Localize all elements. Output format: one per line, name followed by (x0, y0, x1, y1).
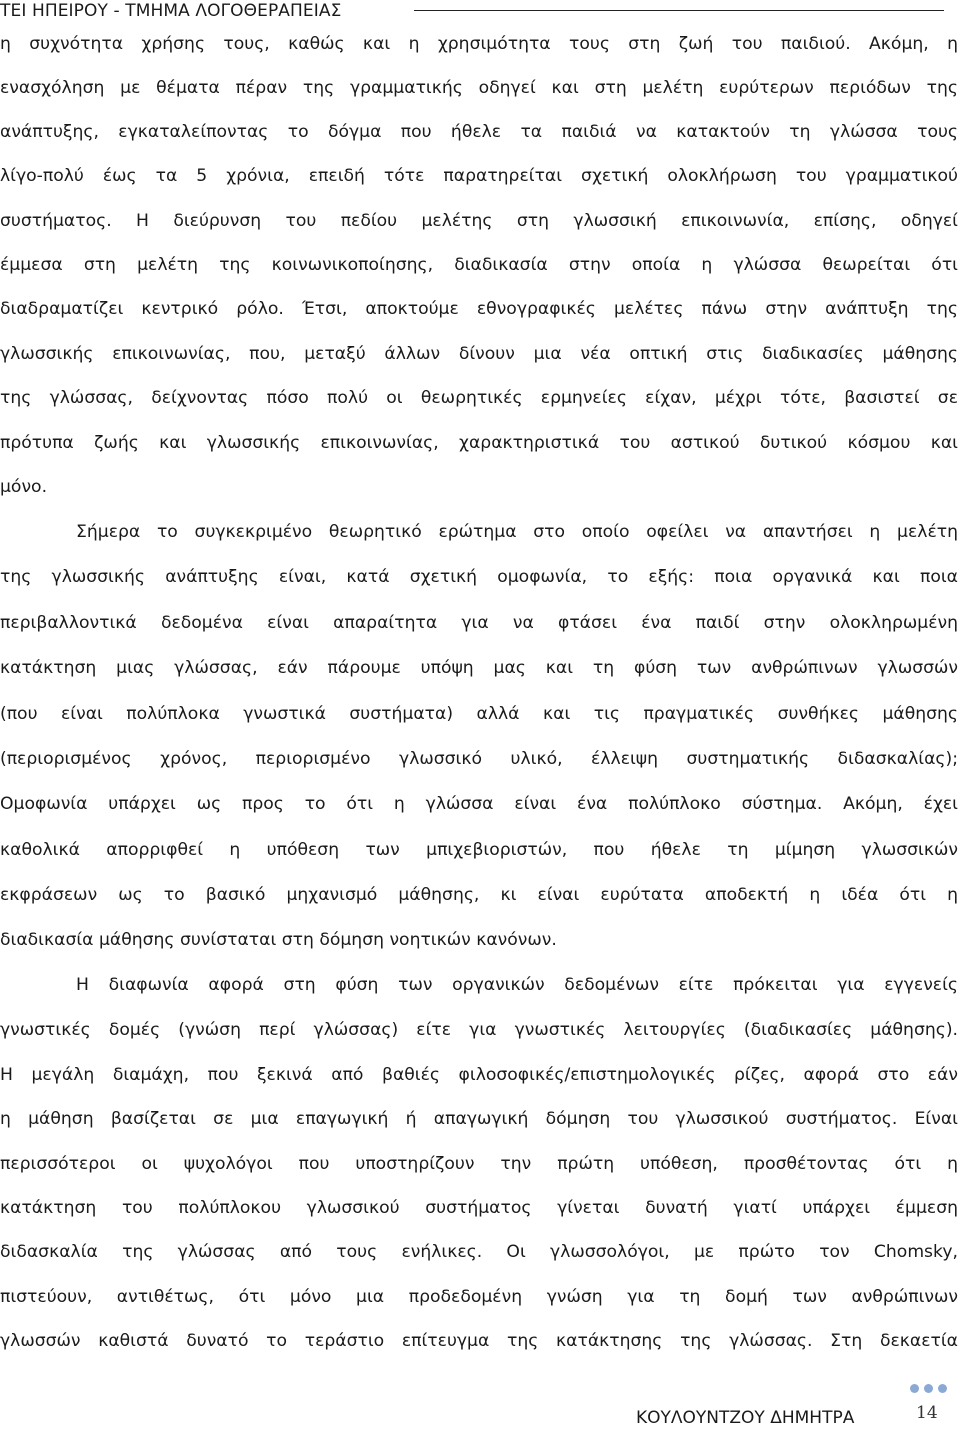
footer-author: ΚΟΥΛΟΥΝΤΖΟΥ ΔΗΜΗΤΡΑ (636, 1408, 855, 1428)
text-line: καθολικά απορριφθεί η υπόθεση των μπιχεβιοριστών, που ήθελε τη μίμηση γλωσσικών (0, 840, 958, 860)
text-line: ενασχόληση με θέματα πέραν της γραμματικής οδηγεί και στη μελέτη ευρύτερων περιόδων της (0, 78, 958, 98)
text-line: διαδικασία μάθησης συνίσταται στη δόμηση νοητικών κανόνων. (0, 930, 557, 950)
text-line: πρότυπα ζωής και γλωσσικής επικοινωνίας, χαρακτηριστικά του αστικού δυτικού κόσμου και (0, 433, 958, 453)
header-rule (414, 10, 944, 11)
text-line: γλωσσών καθιστά δυνατό το τεράστιο επίτευγμα της κατάκτησης της γλώσσας. Στη δεκαετία (0, 1331, 958, 1351)
text-line: κατάκτηση του πολύπλοκου γλωσσικού συστήματος γίνεται δυνατή γιατί υπάρχει έμμεση (0, 1198, 958, 1218)
text-line: της γλώσσας, δείχνοντας πόσο πολύ οι θεωρητικές ερμηνείες είχαν, μέχρι τότε, βασιστεί σε (0, 388, 958, 408)
text-line: (που είναι πολύπλοκα γνωστικά συστήματα) αλλά και τις πραγματικές συνθήκες μάθησης (0, 704, 958, 724)
text-line: περισσότεροι οι ψυχολόγοι που υποστηρίζουν την πρώτη υπόθεση, προσθέτοντας ότι η (0, 1154, 958, 1174)
text-line: Ομοφωνία υπάρχει ως προς το ότι η γλώσσα είναι ένα πολύπλοκο σύστημα. Ακόμη, έχει (0, 794, 958, 814)
text-line: μόνο. (0, 477, 48, 497)
text-line: γνωστικές δομές (γνώση περί γλώσσας) είτε για γνωστικές λειτουργίες (διαδικασίες μάθησης). (0, 1020, 958, 1040)
text-line: εκφράσεων ως το βασικό μηχανισμό μάθησης, κι είναι ευρύτατα αποδεκτή η ιδέα ότι η (0, 885, 958, 905)
text-line: Η μεγάλη διαμάχη, που ξεκινά από βαθιές φιλοσοφικές/επιστημολογικές ρίζες, αφορά στο εάν (0, 1065, 958, 1085)
text-line: λίγο-πολύ έως τα 5 χρόνια, επειδή τότε παρατηρείται σχετική ολοκλήρωση του γραμματικού (0, 166, 958, 186)
text-line: Σήμερα το συγκεκριμένο θεωρητικό ερώτημα στο οποίο οφείλει να απαντήσει η μελέτη (76, 522, 958, 542)
text-line: διδασκαλία της γλώσσας από τους ενήλικες. Οι γλωσσολόγοι, με πρώτο τον Chomsky, (0, 1242, 958, 1262)
decorative-dots-icon (910, 1384, 950, 1396)
text-line: η μάθηση βασίζεται σε μια επαγωγική ή απαγωγική δόμηση του γλωσσικού συστήματος. Είναι (0, 1109, 958, 1129)
page-header (0, 0, 960, 22)
text-line: έμμεσα στη μελέτη της κοινωνικοποίησης, διαδικασία στην οποία η γλώσσα θεωρείται ότι (0, 255, 958, 275)
text-line: Η διαφωνία αφορά στη φύση των οργανικών δεδομένων είτε πρόκειται για εγγενείς (76, 975, 958, 995)
text-line: διαδραματίζει κεντρικό ρόλο. Έτσι, αποκτούμε εθνογραφικές μελέτες πάνω στην ανάπτυξη της (0, 299, 958, 319)
text-line: γλωσσικής επικοινωνίας, που, μεταξύ άλλων δίνουν μια νέα οπτική στις διαδικασίες μάθησης (0, 344, 958, 364)
text-line: της γλωσσικής ανάπτυξης είναι, κατά σχετική ομοφωνία, το εξής: ποια οργανικά και ποια (0, 567, 958, 587)
text-line: ανάπτυξης, εγκαταλείποντας το δόγμα που ήθελε τα παιδιά να κατακτούν τη γλώσσα τους (0, 122, 958, 142)
page-number: 14 (916, 1403, 938, 1423)
text-line: περιβαλλοντικά δεδομένα είναι απαραίτητα για να φτάσει ένα παιδί στην ολοκληρωμένη (0, 613, 958, 633)
text-line: πιστεύουν, αντιθέτως, ότι μόνο μια προδεδομένη γνώση για τη δομή των ανθρώπινων (0, 1287, 958, 1307)
page-footer (0, 1380, 960, 1430)
text-line: κατάκτηση μιας γλώσσας, εάν πάρουμε υπόψη μας και τη φύση των ανθρώπινων γλωσσών (0, 658, 958, 678)
text-line: η συχνότητα χρήσης τους, καθώς και η χρησιμότητα τους στη ζωή του παιδιού. Ακόμη, η (0, 34, 958, 54)
text-line: (περιορισμένος χρόνος, περιορισμένο γλωσσικό υλικό, έλλειψη συστηματικής διδασκαλίας); (0, 749, 958, 769)
header-title: ΤΕΙ ΗΠΕΙΡΟΥ - ΤΜΗΜΑ ΛΟΓΟΘΕΡΑΠΕΙΑΣ (0, 1, 342, 21)
text-line: συστήματος. Η διεύρυνση του πεδίου μελέτης στη γλωσσική επικοινωνία, επίσης, οδηγεί (0, 211, 958, 231)
